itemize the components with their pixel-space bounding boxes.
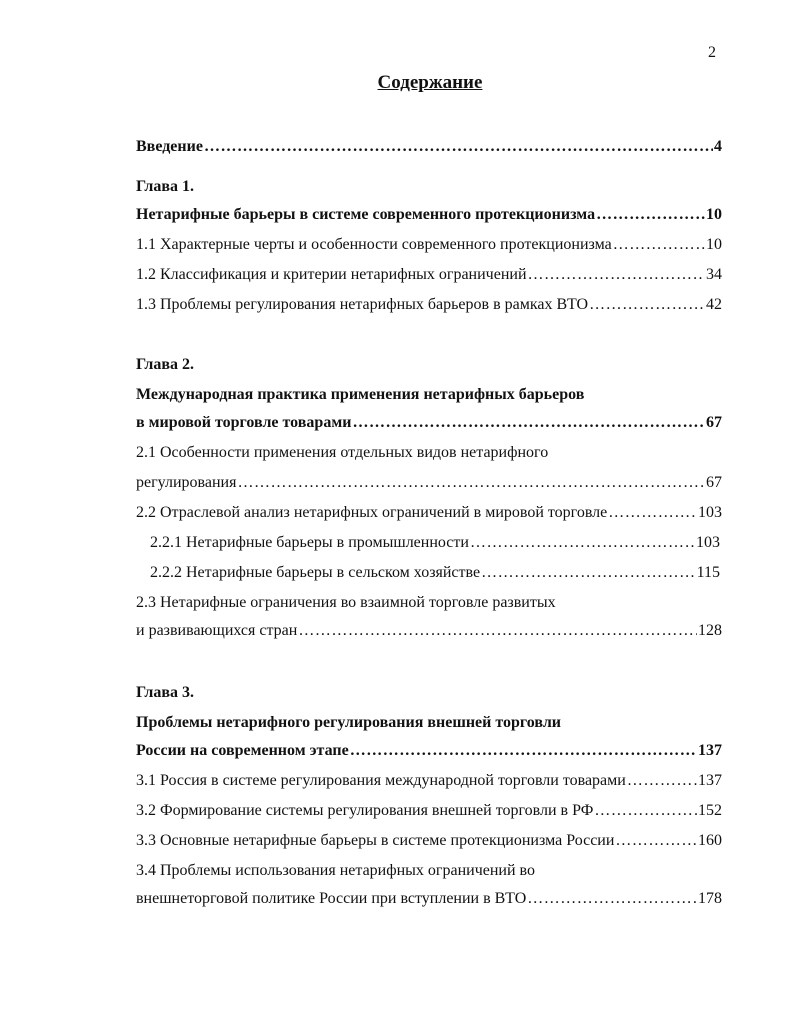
toc-entry-section-2-2[interactable] (136, 504, 722, 526)
dot-leader (470, 534, 695, 552)
toc-entry-label: в мировой торговле товарами (136, 414, 352, 431)
dot-leader (352, 414, 705, 432)
toc-entry-page: 137 (698, 772, 722, 789)
toc-entry-section-3-2[interactable] (136, 802, 722, 824)
dot-leader (350, 742, 697, 760)
toc-entry-label: 2.2 Отраслевой анализ нетарифных ограничений в мировой торговле (136, 504, 608, 521)
dot-leader (589, 296, 705, 314)
toc-entry-page: 67 (706, 474, 722, 491)
toc-entry-label: 2.2.2 Нетарифные барьеры в сельском хозяйстве (150, 564, 481, 581)
toc-entry-page: 10 (706, 236, 722, 253)
toc-entry-section-3-3[interactable] (136, 832, 722, 854)
toc-entry-label: 3.3 Основные нетарифные барьеры в системе протекционизма России (136, 832, 615, 849)
section-3-4-line-1: 3.4 Проблемы использования нетарифных ограничений во (136, 862, 535, 879)
dot-leader (594, 802, 697, 820)
toc-entry-section-2-2-2[interactable] (150, 564, 720, 586)
toc-entry-label: внешнеторговой политике России при вступлении в ВТО (136, 890, 527, 907)
dot-leader (204, 138, 713, 156)
page-title: Содержание (377, 72, 483, 93)
toc-entry-label: 2.2.1 Нетарифные барьеры в промышленности (150, 534, 469, 551)
chapter-2-title-line-1: Международная практика применения нетарифных барьеров (136, 386, 585, 403)
toc-entry-page: 103 (698, 504, 722, 521)
toc-entry-label: регулирования (136, 474, 237, 491)
toc-entry-section-1-3[interactable] (136, 296, 722, 318)
toc-entry-introduction[interactable] (136, 138, 722, 160)
dot-leader (615, 832, 697, 850)
toc-entry-label: 1.3 Проблемы регулирования нетарифных барьеров в рамках ВТО (136, 296, 589, 313)
toc-entry-page: 137 (698, 742, 722, 759)
toc-entry-page: 160 (698, 832, 722, 849)
toc-entry-page: 178 (698, 890, 722, 907)
toc-entry-label: Нетарифные барьеры в системе современного протекционизма (136, 206, 596, 223)
dot-leader (237, 474, 705, 492)
toc-entry-label: России на современном этапе (136, 742, 349, 759)
toc-entry-label: 3.2 Формирование системы регулирования внешней торговли в РФ (136, 802, 594, 819)
toc-entry-page: 115 (696, 564, 720, 581)
chapter-3-heading: Глава 3. (136, 684, 194, 701)
toc-entry-section-3-1[interactable] (136, 772, 722, 794)
dot-leader (627, 772, 697, 790)
section-2-3-line-1: 2.3 Нетарифные ограничения во взаимной торговле развитых (136, 594, 556, 611)
toc-entry-section-3-4[interactable] (136, 890, 722, 912)
section-2-1-line-1: 2.1 Особенности применения отдельных видов нетарифного (136, 444, 549, 461)
toc-entry-section-2-2-1[interactable] (150, 534, 720, 556)
chapter-3-title-line-1: Проблемы нетарифного регулирования внешней торговли (136, 714, 562, 731)
toc-entry-label: Введение (136, 138, 203, 155)
toc-entry-chapter-1[interactable] (136, 206, 722, 228)
toc-entry-label: 1.1 Характерные черты и особенности современного протекционизма (136, 236, 612, 253)
toc-entry-page: 152 (698, 802, 722, 819)
page-number: 2 (708, 44, 716, 61)
toc-entry-page: 34 (706, 266, 722, 283)
dot-leader (527, 890, 697, 908)
dot-leader (596, 206, 705, 224)
dot-leader (298, 622, 697, 640)
chapter-2-heading: Глава 2. (136, 356, 194, 373)
toc-entry-label: и развивающихся стран (136, 622, 298, 639)
toc-entry-label: 1.2 Классификация и критерии нетарифных ограничений (136, 266, 527, 283)
toc-entry-page: 4 (714, 138, 722, 155)
toc-entry-section-1-1[interactable] (136, 236, 722, 258)
toc-entry-chapter-2[interactable] (136, 414, 722, 436)
dot-leader (608, 504, 697, 522)
toc-entry-chapter-3[interactable] (136, 742, 722, 764)
toc-entry-label: 3.1 Россия в системе регулирования международной торговли товарами (136, 772, 626, 789)
toc-entry-section-2-1[interactable] (136, 474, 722, 496)
toc-entry-section-1-2[interactable] (136, 266, 722, 288)
dot-leader (528, 266, 705, 284)
toc-entry-page: 128 (698, 622, 722, 639)
toc-entry-page: 42 (706, 296, 722, 313)
toc-entry-page: 103 (696, 534, 720, 551)
toc-entry-page: 10 (706, 206, 722, 223)
dot-leader (613, 236, 705, 254)
chapter-1-heading: Глава 1. (136, 178, 194, 195)
toc-entry-page: 67 (706, 414, 722, 431)
toc-entry-section-2-3[interactable] (136, 622, 722, 644)
dot-leader (481, 564, 696, 582)
